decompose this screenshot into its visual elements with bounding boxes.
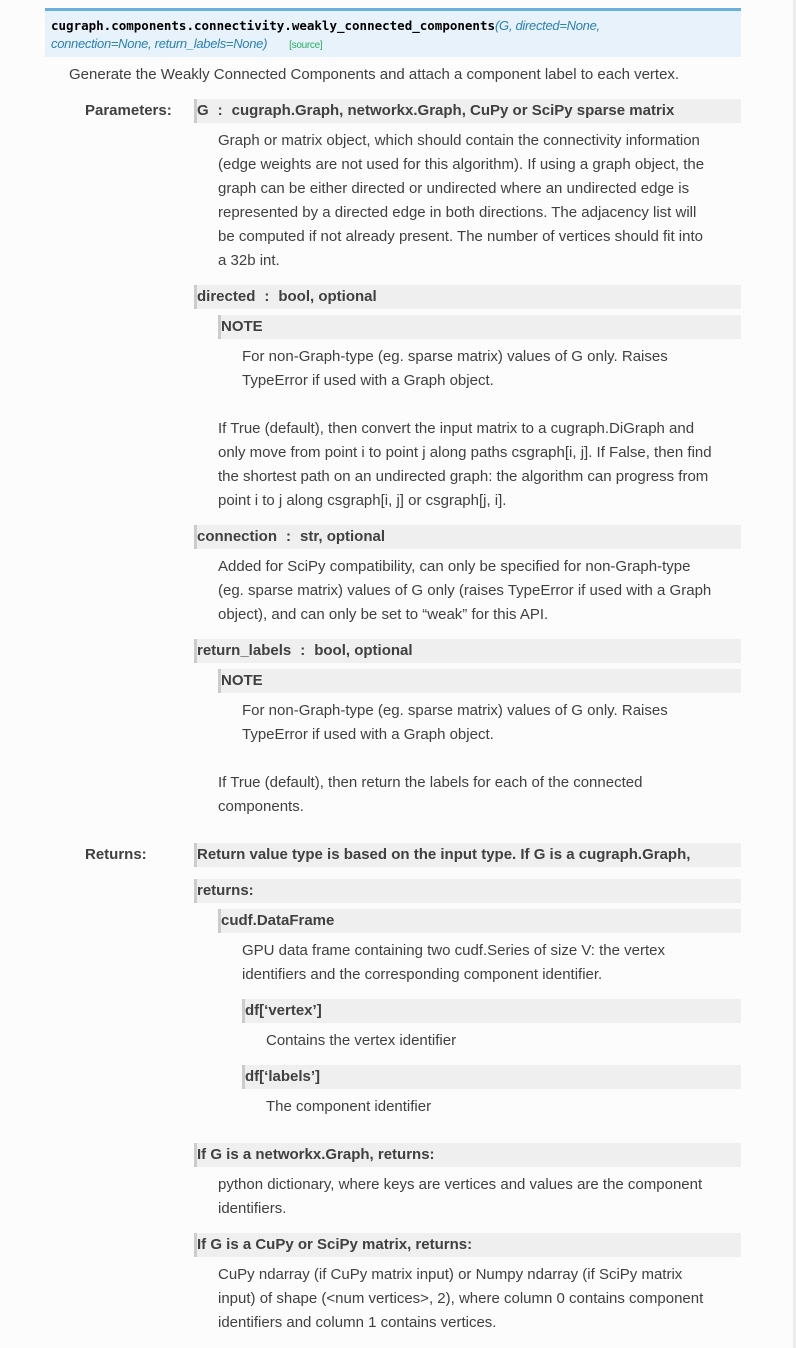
labels-title: df[‘labels’] — [242, 1065, 741, 1089]
matrix-title: If G is a CuPy or SciPy matrix, returns: — [194, 1233, 741, 1257]
vertex-description: Contains the vertex identifier — [266, 1032, 457, 1049]
signature-params-line1: (G, directed=None, — [495, 18, 600, 33]
function-signature — [45, 8, 741, 57]
param-g-description — [218, 129, 704, 273]
note-line: For non-Graph-type (eg. sparse matrix) values of G only. Raises — [242, 702, 668, 719]
desc-line: Added for SciPy compatibility, can only be specified for non-Graph-type — [218, 558, 691, 575]
networkx-description — [218, 1173, 702, 1221]
networkx-title: If G is a networkx.Graph, returns: — [194, 1143, 741, 1167]
note-body — [242, 699, 668, 747]
desc-line: a 32b int. — [218, 252, 280, 269]
param-return-labels-description — [218, 771, 642, 819]
param-directed-description — [218, 417, 712, 513]
param-type: bool, optional — [278, 288, 377, 305]
param-type: str, optional — [300, 528, 386, 545]
param-name: connection — [197, 528, 278, 545]
returns-heading: Return value type is based on the input type. If G is a cugraph.Graph, — [194, 843, 741, 867]
desc-line: components. — [218, 798, 304, 815]
param-sep: : — [286, 528, 292, 545]
desc-line: point i to j along csgraph[i, j] or csgraph[j, i]. — [218, 492, 507, 509]
note-line: For non-Graph-type (eg. sparse matrix) values of G only. Raises — [242, 348, 668, 365]
note-title: NOTE — [218, 669, 741, 693]
desc-line: If True (default), then convert the input matrix to a cugraph.DiGraph and — [218, 420, 695, 437]
returns-heading-2: returns: — [194, 879, 741, 903]
desc-line: graph can be either directed or undirected where an undirected edge is — [218, 180, 690, 197]
function-name: cugraph.components.connectivity.weakly_connected_components — [51, 18, 496, 33]
param-connection-description — [218, 555, 711, 627]
desc-line: the shortest path on an undirected graph: the algorithm can progress from — [218, 468, 709, 485]
matrix-description — [218, 1263, 703, 1335]
param-name: G — [197, 102, 209, 119]
param-sep: : — [217, 102, 223, 119]
desc-line: identifiers and the corresponding component identifier. — [242, 966, 603, 983]
param-type: bool, optional — [314, 642, 413, 659]
summary-text: Generate the Weakly Connected Components and attach a component label to each vertex. — [69, 66, 680, 83]
param-return-labels-header — [194, 639, 741, 663]
dataframe-description — [242, 939, 665, 987]
note-line: TypeError if used with a Graph object. — [242, 372, 494, 389]
returns-label: Returns: — [85, 846, 147, 863]
param-name: directed — [197, 288, 256, 305]
param-sep: : — [264, 288, 270, 305]
desc-line: (eg. sparse matrix) values of G only (raises TypeError if used with a Graph — [218, 582, 712, 599]
param-connection-header — [194, 525, 741, 549]
param-directed-header — [194, 285, 741, 309]
desc-line: identifiers and column 1 contains vertices. — [218, 1314, 497, 1331]
dataframe-title: cudf.DataFrame — [218, 909, 741, 933]
source-link[interactable]: [source] — [289, 40, 323, 51]
desc-line: GPU data frame containing two cudf.Series of size V: the vertex — [242, 942, 665, 959]
labels-description: The component identifier — [266, 1098, 432, 1115]
note-line: TypeError if used with a Graph object. — [242, 726, 494, 743]
param-type: cugraph.Graph, networkx.Graph, CuPy or SciPy sparse matrix — [231, 102, 675, 119]
parameters-label: Parameters: — [85, 102, 172, 119]
signature-params-line2: connection=None, return_labels=None) — [51, 36, 268, 51]
desc-line: If True (default), then return the labels for each of the connected — [218, 774, 643, 791]
desc-line: object), and can only be set to “weak” for this API. — [218, 606, 549, 623]
desc-line: be computed if not already present. The number of vertices should fit into — [218, 228, 703, 245]
desc-line: Graph or matrix object, which should contain the connectivity information — [218, 132, 700, 149]
vertex-title: df[‘vertex’] — [242, 999, 741, 1023]
note-body — [242, 345, 668, 393]
desc-line: identifiers. — [218, 1200, 287, 1217]
param-sep: : — [300, 642, 306, 659]
desc-line: input) of shape (<num vertices>, 2), where column 0 contains component — [218, 1290, 704, 1307]
desc-line: python dictionary, where keys are vertices and values are the component — [218, 1176, 703, 1193]
desc-line: (edge weights are not used for this algorithm). If using a graph object, the — [218, 156, 705, 173]
desc-line: only move from point i to point j along paths csgraph[i, j]. If False, then find — [218, 444, 712, 461]
desc-line: represented by a directed edge in both directions. The adjacency list will — [218, 204, 697, 221]
desc-line: CuPy ndarray (if CuPy matrix input) or Numpy ndarray (if SciPy matrix — [218, 1266, 683, 1283]
note-title: NOTE — [218, 315, 741, 339]
param-name: return_labels — [197, 642, 292, 659]
param-g-header — [194, 99, 741, 123]
